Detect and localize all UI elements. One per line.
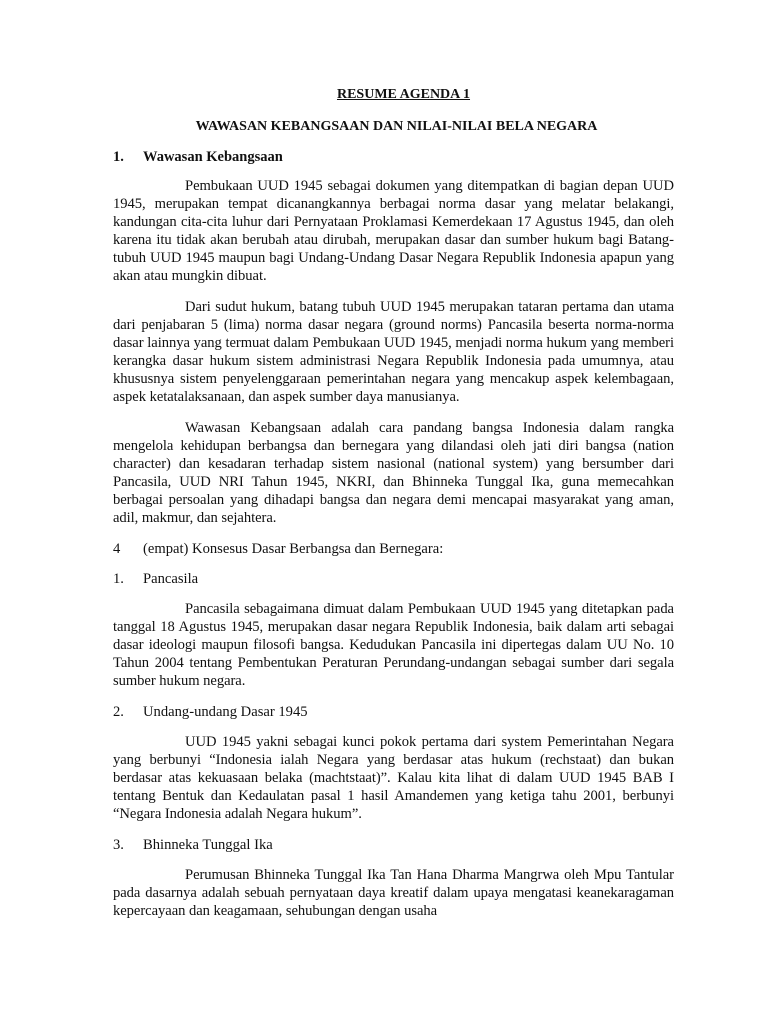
- section-heading-text: Wawasan Kebangsaan: [143, 149, 283, 165]
- list-item-bhinneka: [113, 836, 674, 854]
- paragraph-bhinneka: Perumusan Bhinneka Tunggal Ika Tan Hana Dharma Mangrwa oleh Mpu Tantular pada dasarnya adalah sebuah pernyataan daya kreatif dalam upaya mengatasi keanekaragaman kepercayaan dan keagamaan, sehubungan dengan usaha: [113, 867, 674, 919]
- document-subtitle: WAWASAN KEBANGSAAN DAN NILAI-NILAI BELA NEGARA: [195, 119, 598, 134]
- document-title: RESUME AGENDA 1: [336, 87, 471, 102]
- paragraph-definisi-wawasan: Wawasan Kebangsaan adalah cara pandang bangsa Indonesia dalam rangka mengelola kehidupan berbangsa dan bernegara yang dilandasi oleh jati diri bangsa (nation character) dan kesadaran terhadap sistem nasional (national system) yang bersumber dari Pancasila, UUD NRI Tahun 1945, NKRI, dan Bhinneka Tunggal Ika, guna memecahkan berbagai persoalan yang dihadapi bangsa dan negara demi mencapai masyarakat yang aman, adil, makmur, dan sejahtera.: [113, 420, 674, 526]
- section-number: 1.: [113, 149, 124, 165]
- paragraph-uud-1945: UUD 1945 yakni sebagai kunci pokok pertama dari system Pemerintahan Negara yang berbunyi “Indonesia ialah Negara yang berdasar atas hukum (rechstaat) dan bukan berdasar atas kekuasaan belaka (machtstaat)”. Kalau kita lihat di dalam UUD 1945 BAB I tentang Bentuk dan Kedaulatan pasal 1 hasil Amandemen yang ketiga tahu 2001, berbunyi “Negara Indonesia adalah Negara hukum”.: [113, 734, 674, 822]
- document-body: [113, 87, 674, 933]
- paragraph-pancasila: Pancasila sebagaimana dimuat dalam Pembukaan UUD 1945 yang ditetapkan pada tanggal 18 Agustus 1945, merupakan dasar negara Republik Indonesia, baik dalam arti sebagai dasar ideologi maupun filosofi bangsa. Kedudukan Pancasila ini dipertegas dalam UU No. 10 Tahun 2004 tentang Pembentukan Peraturan Perundang-undangan sebagai sumber dari segala sumber hukum negara.: [113, 601, 674, 689]
- list-item-uud-1945: [113, 703, 674, 721]
- list-item-number: 3.: [113, 837, 124, 853]
- list-item-number: 1.: [113, 571, 124, 587]
- consensus-heading: [113, 540, 674, 558]
- list-item-title: Pancasila: [143, 571, 199, 587]
- list-item-title: Undang-undang Dasar 1945: [143, 704, 308, 720]
- consensus-text: (empat) Konsesus Dasar Berbangsa dan Bernegara:: [143, 541, 444, 557]
- section-heading-wawasan: [113, 149, 674, 166]
- consensus-number: 4: [113, 541, 121, 557]
- list-item-title: Bhinneka Tunggal Ika: [143, 837, 273, 853]
- paragraph-sudut-hukum: Dari sudut hukum, batang tubuh UUD 1945 merupakan tataran pertama dan utama dari penjabaran 5 (lima) norma dasar negara (ground norms) Pancasila beserta norma-norma dasar lainnya yang termuat dalam Pembukaan UUD 1945, menjadi norma hukum yang memberi kerangka dasar hukum sistem administrasi Negara Republik Indonesia pada umumnya, atau khususnya sistem penyelenggaraan pemerintahan negara yang mencakup aspek kelembagaan, aspek ketatalaksanaan, dan aspek sumber daya manusianya.: [113, 299, 674, 405]
- list-item-pancasila: [113, 570, 674, 588]
- paragraph-pembukaan: Pembukaan UUD 1945 sebagai dokumen yang ditempatkan di bagian depan UUD 1945, merupakan tempat dicanangkannya berbagai norma dasar yang melatar belakangi, kandungan cita-cita luhur dari Pernyataan Proklamasi Kemerdekaan 17 Agustus 1945, dan oleh karena itu tidak akan berubah atau dirubah, merupakan dasar dan sumber hukum bagi Batang-tubuh UUD 1945 maupun bagi Undang-Undang Dasar Negara Republik Indonesia apapun yang akan atau mungkin dibuat.: [113, 178, 674, 284]
- list-item-number: 2.: [113, 704, 124, 720]
